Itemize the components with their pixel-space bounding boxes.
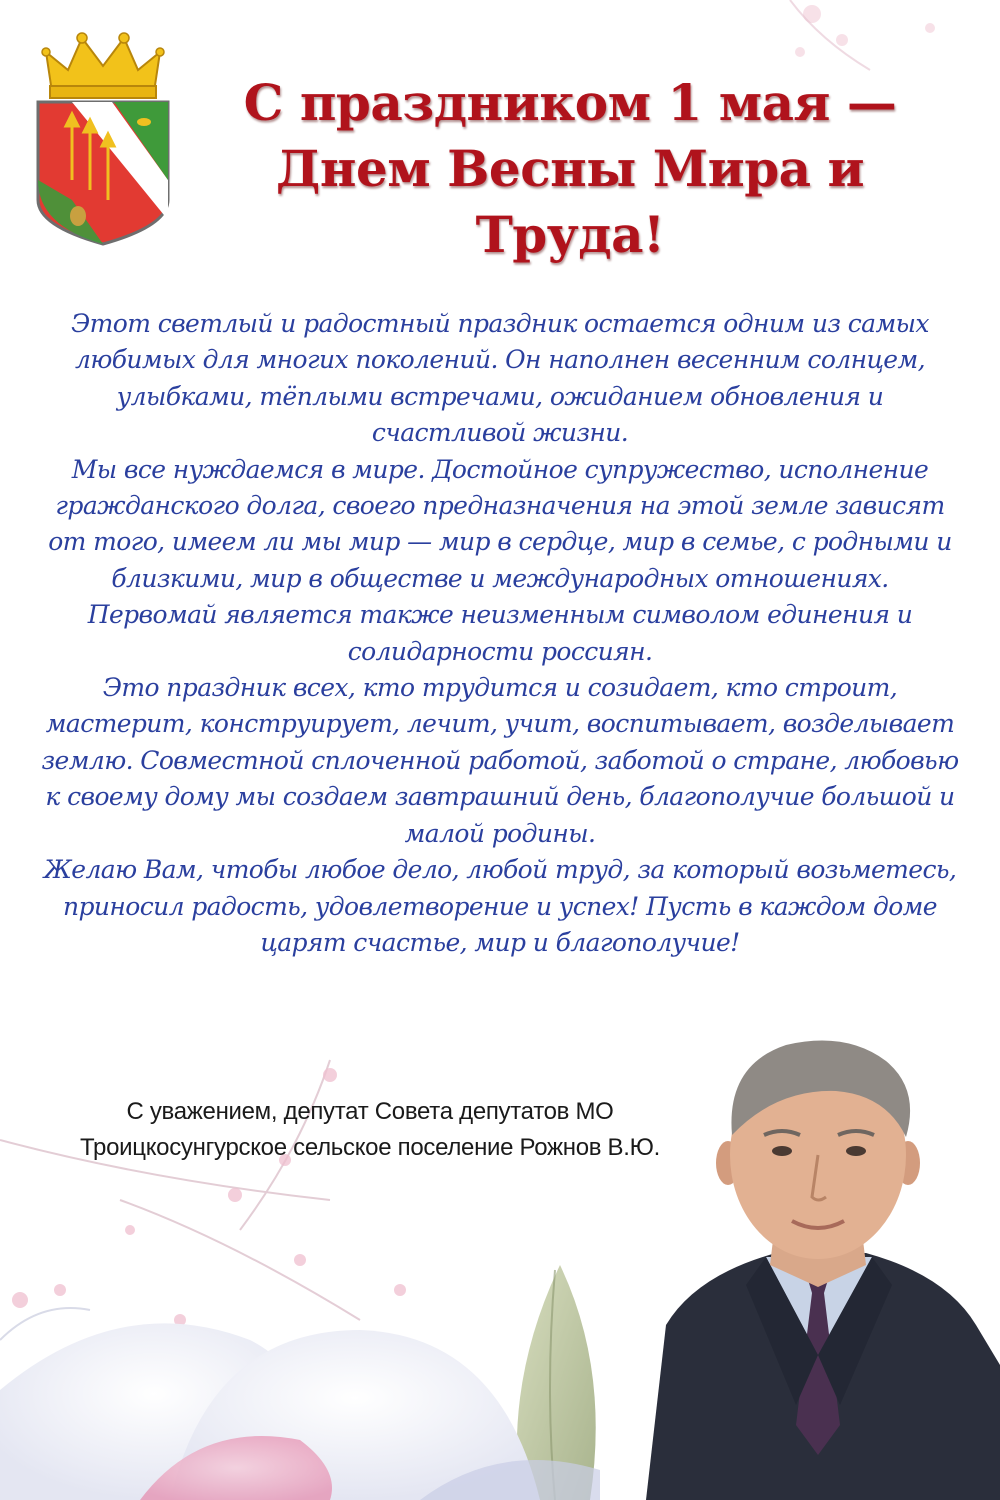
coat-of-arms-icon (32, 30, 174, 248)
message-paragraph: Желаю Вам, чтобы любое дело, любой труд, за который возьметесь, приносил радость, удовлетворение и успех! Пусть в каждом доме царят счастье, мир и благополучие! (43, 855, 957, 957)
signature-line: С уважением, депутат Совета депутатов МО (126, 1098, 614, 1125)
title-line: Труда! (475, 205, 665, 264)
signature-line: Троицкосунгурское сельское поселение Рожнов В.Ю. (80, 1134, 660, 1161)
message-paragraph: Этот светлый и радостный праздник остается одним из самых любимых для многих поколений. Он наполнен весенним солнцем, улыбками, тёплыми встречами, ожиданием обновления и счастливой жизни. (71, 309, 929, 448)
title-line: С праздником 1 мая — (243, 73, 897, 132)
signature (20, 1094, 720, 1166)
greeting-message (38, 306, 962, 961)
message-paragraph: Мы все нуждаемся в мире. Достойное супружество, исполнение гражданского долга, своего предназначения на этой земле зависят от того, имеем ли мы мир — мир в сердце, мир в семье, с родными и близкими, мир в обществе и международных отношениях. (48, 454, 952, 593)
title-line: Днем Весны Мира и (275, 139, 865, 198)
message-paragraph: Первомай является также неизменным символом единения и солидарности россиян. (87, 600, 913, 666)
message-paragraph: Это праздник всех, кто трудится и созидает, кто строит, мастерит, конструирует, лечит, учит, воспитывает, возделывает землю. Совместной сплоченной работой, заботой о стране, любовью к своему дому мы создаем завтрашний день, благополучие большой и малой родины. (41, 673, 959, 848)
portrait-photo (636, 1025, 1000, 1500)
greeting-title (210, 70, 930, 268)
